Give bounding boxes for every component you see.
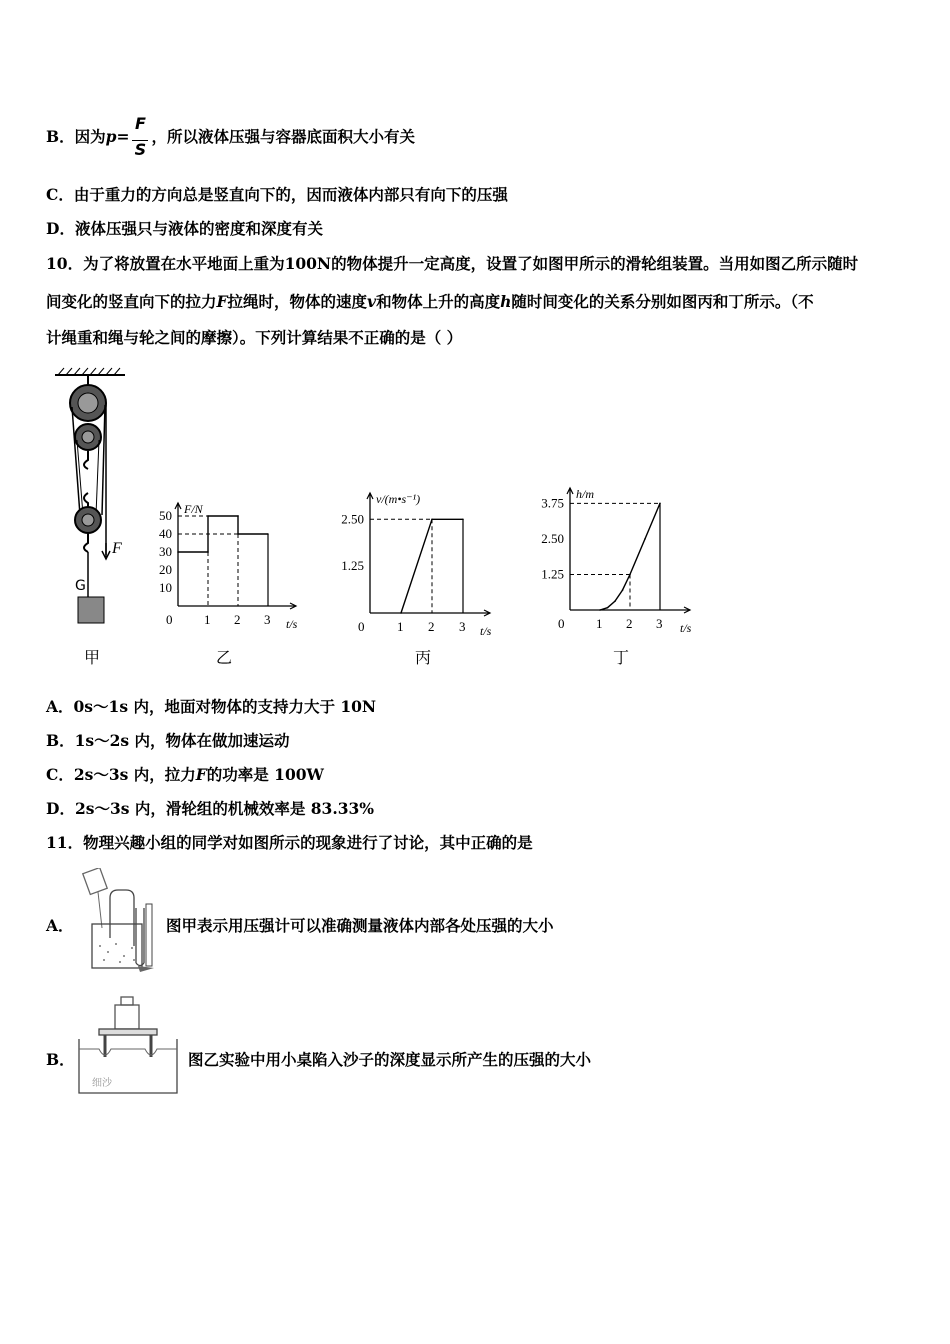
- data-point: [644, 538, 646, 540]
- data-point: [237, 515, 239, 517]
- x-tick-label: 3: [459, 619, 466, 634]
- y-tick-label: 30: [159, 544, 172, 559]
- q9-option-b: [46, 114, 415, 159]
- y-tick-label: 2.50: [341, 511, 364, 527]
- q10-option-c: [46, 765, 324, 785]
- weight-block: [78, 597, 104, 623]
- x-tick-label: 2: [234, 612, 241, 627]
- q10-stem-line3: 计绳重和绳与轮之间的摩擦）。下列计算结果不正确的是（ ）: [46, 328, 463, 347]
- pressure-gauge-figure: [80, 868, 165, 973]
- q10-option-a: A．0s～1s 内，地面对物体的支持力大于 10N: [46, 697, 377, 716]
- q11-option-b-text: 图乙实验中用小桌陷入沙子的深度显示所产生的压强的大小: [188, 1050, 592, 1069]
- pressure-fraction: [131, 114, 149, 159]
- x-axis-label: t/s: [480, 624, 492, 635]
- q9-b-formula: p=: [105, 127, 130, 146]
- y-tick-label: 10: [159, 580, 172, 595]
- stem2-F: F: [216, 292, 228, 311]
- q9-b-rest: ，所以液体压强与容器底面积大小有关: [151, 127, 415, 146]
- x-tick-label: 2: [626, 616, 633, 631]
- y-tick-label: 20: [159, 562, 172, 577]
- data-line: [600, 503, 660, 610]
- y-tick-label: 3.75: [541, 495, 564, 511]
- q10-option-d: D．2s～3s 内，滑轮组的机械效率是 83.33%: [46, 799, 375, 818]
- q11-option-a-text: 图甲表示用压强计可以准确测量液体内部各处压强的大小: [166, 916, 554, 935]
- x-tick-label: 1: [596, 616, 603, 631]
- x-tick-label: 2: [428, 619, 435, 634]
- data-point: [614, 600, 616, 602]
- data-point: [177, 551, 179, 553]
- q10-stem-line2: [46, 292, 814, 312]
- stem2-d: 随时间变化的关系分别如图丙和丁所示。（不: [511, 292, 814, 311]
- force-time-chart: [148, 495, 313, 630]
- x-axis-label: t/s: [286, 617, 298, 630]
- q9-b-label: B．因为: [46, 127, 106, 146]
- y-tick-label: 50: [159, 508, 172, 523]
- figure-label-jia: 甲: [84, 648, 101, 667]
- stem2-v: v: [367, 292, 377, 311]
- figure-label-bing: 丙: [415, 648, 432, 667]
- figure-label-ding: 丁: [613, 648, 630, 667]
- option-c-F: F: [195, 765, 207, 784]
- weight-label: G: [75, 578, 86, 594]
- data-point: [607, 607, 609, 609]
- velocity-time-chart: [325, 485, 500, 635]
- stem2-b: 拉绳时，物体的速度: [227, 292, 368, 311]
- y-axis-label: h/m: [576, 487, 594, 501]
- x-tick-label: 3: [264, 612, 271, 627]
- q11-stem: 11．物理兴趣小组的同学对如图所示的现象进行了讨论，其中正确的是: [46, 833, 533, 852]
- force-label: F: [112, 540, 122, 557]
- y-axis-label: v/(m•s⁻¹): [376, 492, 421, 506]
- data-point: [599, 609, 601, 611]
- figure-label-yi: 乙: [216, 648, 233, 667]
- sand-label: 细沙: [92, 1078, 112, 1089]
- y-tick-label: 1.25: [341, 558, 364, 574]
- pulley-system-figure: [50, 365, 135, 630]
- x-tick-label: 3: [656, 616, 663, 631]
- x-tick-label: 1: [204, 612, 211, 627]
- height-time-chart: [525, 480, 705, 635]
- q11-option-b-label: B．: [46, 1050, 75, 1069]
- option-c-b: 的功率是 100W: [206, 765, 324, 784]
- data-point: [400, 612, 402, 614]
- y-tick-label: 40: [159, 526, 172, 541]
- x-tick-label: 0: [358, 619, 365, 634]
- q10-option-b: B．1s～2s 内，物体在做加速运动: [46, 731, 290, 750]
- q10-stem-line1: 10．为了将放置在水平地面上重为100N的物体提升一定高度，设置了如图甲所示的滑轮组装置。当用如图乙所示随时: [46, 254, 859, 273]
- stem2-a: 间变化的竖直向下的拉力: [46, 292, 217, 311]
- q9-option-d: D．液体压强只与液体的密度和深度有关: [46, 219, 323, 238]
- y-axis-label: F/N: [184, 502, 203, 516]
- stem2-h: h: [500, 292, 512, 311]
- q9-option-c: C．由于重力的方向总是竖直向下的，因而液体内部只有向下的压强: [46, 185, 508, 204]
- q11-option-a-label: A．: [46, 916, 74, 935]
- data-point: [622, 589, 624, 591]
- stem2-c: 和物体上升的高度: [376, 292, 501, 311]
- x-tick-label: 0: [558, 616, 565, 631]
- y-tick-label: 2.50: [541, 530, 564, 546]
- x-tick-label: 1: [397, 619, 404, 634]
- option-c-a: C．2s～3s 内，拉力: [46, 765, 196, 784]
- y-tick-label: 1.25: [541, 566, 564, 582]
- fraction-numerator: F: [134, 114, 146, 133]
- x-axis-label: t/s: [680, 621, 692, 635]
- fraction-denominator: S: [134, 140, 147, 159]
- x-tick-label: 0: [166, 612, 173, 627]
